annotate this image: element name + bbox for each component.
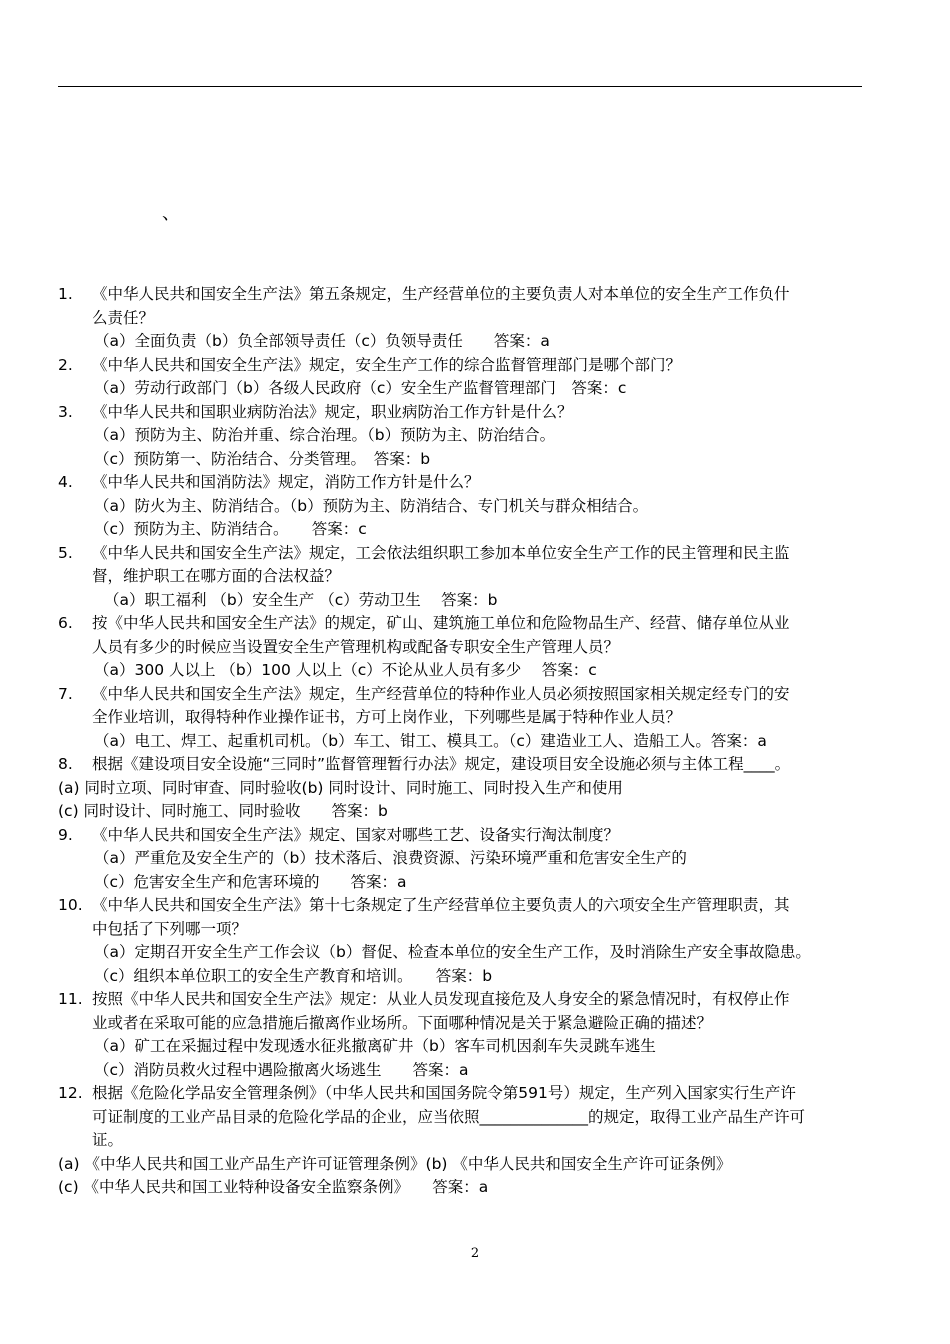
question-line: 按照《中华人民共和国安全生产法》规定：从业人员发现直接危及人身安全的紧急情况时，有权停止作 <box>92 990 790 1008</box>
question-5 <box>58 542 868 613</box>
question-number: 1. <box>58 285 73 303</box>
question-text <box>58 683 868 730</box>
answer-options: （a）电工、焊工、起重机司机。（b）车工、钳工、模具工。（c）建造业工人、造船工人。答案：a <box>94 731 767 750</box>
question-2 <box>58 354 868 401</box>
question-line: 人员有多少的时候应当设置安全生产管理机构或配备专职安全生产管理人员？ <box>92 637 620 656</box>
answer-options: （a）全面负责（b）负全部领导责任（c）负领导责任 答案：a <box>94 332 550 350</box>
question-line: 《中华人民共和国职业病防治法》规定，职业病防治工作方针是什么？ <box>92 402 573 421</box>
answer-options: (a) 同时立项、同时审查、同时验收(b) 同时设计、同时施工、同时投入生产和使用 <box>58 778 623 797</box>
answer-options: （c）预防第一、防治结合、分类管理。 答案：b <box>94 449 431 468</box>
question-text <box>58 471 868 495</box>
header-rule <box>58 86 862 87</box>
question-text <box>58 824 868 848</box>
answer-options: (c) 《中华人民共和国工业特种设备安全监察条例》 答案：a <box>58 1178 489 1196</box>
question-number: 10. <box>58 896 83 914</box>
question-line: 督，维护职工在哪方面的合法权益？ <box>92 567 341 585</box>
question-11 <box>58 988 868 1082</box>
question-line: 根据《危险化学品安全管理条例》（中华人民共和国国务院令第591号）规定，生产列入国家实行生产许 <box>92 1084 796 1102</box>
question-number: 9. <box>58 825 73 844</box>
question-4 <box>58 471 868 542</box>
question-line: 可证制度的工业产品目录的危险化学品的企业，应当依照______________的规定，取得工业产品生产许可 <box>92 1107 806 1126</box>
answer-options: （a）预防为主、防治并重、综合治理。（b）预防为主、防治结合。 <box>94 426 556 444</box>
question-line: 全作业培训，取得特种作业操作证书，方可上岗作业，下列哪些是属于特种作业人员？ <box>92 708 682 726</box>
question-list <box>58 283 868 1200</box>
question-12 <box>58 1082 868 1200</box>
question-line: 中包括了下列哪一项？ <box>92 919 248 938</box>
question-text <box>58 283 868 330</box>
question-text <box>58 542 868 589</box>
answer-options: （a）300 人以上 （b）100 人以上（c）不论从业人员有多少 答案：c <box>94 661 597 679</box>
question-3 <box>58 401 868 472</box>
question-10 <box>58 894 868 988</box>
question-line: 《中华人民共和国消防法》规定，消防工作方针是什么？ <box>92 473 480 491</box>
question-text <box>58 612 868 659</box>
question-number: 3. <box>58 402 73 421</box>
question-text <box>58 753 868 777</box>
page-number: 2 <box>470 1246 480 1261</box>
question-9 <box>58 824 868 895</box>
question-text <box>58 988 868 1035</box>
answer-options: （a）劳动行政部门（b）各级人民政府（c）安全生产监督管理部门 答案：c <box>94 379 627 397</box>
answer-options: （a）定期召开安全生产工作会议（b）督促、检查本单位的安全生产工作，及时消除生产安全事故隐患。 <box>94 943 811 961</box>
question-6 <box>58 612 868 683</box>
question-number: 6. <box>58 614 73 632</box>
question-line: 按《中华人民共和国安全生产法》的规定，矿山、建筑施工单位和危险物品生产、经营、储存单位从业 <box>92 614 790 632</box>
answer-options: （a）严重危及安全生产的（b）技术落后、浪费资源、污染环境严重和危害安全生产的 <box>94 849 687 867</box>
answer-options: （c）危害安全生产和危害环境的 答案：a <box>94 872 407 891</box>
question-line: 业或者在采取可能的应急措施后撤离作业场所。下面哪种情况是关于紧急避险正确的描述？ <box>92 1013 713 1032</box>
answer-options: （c）组织本单位职工的安全生产教育和培训。 答案：b <box>94 966 493 985</box>
question-number: 7. <box>58 684 73 703</box>
question-line: 《中华人民共和国安全生产法》第十七条规定了生产经营单位主要负责人的六项安全生产管理职责，其 <box>92 896 790 914</box>
question-number: 2. <box>58 355 73 374</box>
answer-options: （a）职工福利 （b）安全生产 （c）劳动卫生 答案：b <box>104 590 498 609</box>
question-text <box>58 401 868 425</box>
answer-options: （c）消防员救火过程中遇险撤离火场逃生 答案：a <box>94 1060 469 1079</box>
question-line: 《中华人民共和国安全生产法》规定、国家对哪些工艺、设备实行淘汰制度？ <box>92 825 620 844</box>
question-text <box>58 1082 868 1153</box>
answer-options: （a）防火为主、防消结合。（b）预防为主、防消结合、专门机关与群众相结合。 <box>94 496 649 515</box>
question-line: 《中华人民共和国安全生产法》第五条规定，生产经营单位的主要负责人对本单位的安全生产工作负什 <box>92 285 790 303</box>
answer-options: （a）矿工在采掘过程中发现透水征兆撤离矿井（b）客车司机因刹车失灵跳车逃生 <box>94 1037 656 1055</box>
question-1 <box>58 283 868 354</box>
question-number: 12. <box>58 1084 83 1102</box>
question-number: 11. <box>58 990 83 1008</box>
answer-options: （c）预防为主、防消结合。 答案：c <box>94 520 367 538</box>
question-line: 根据《建设项目安全设施“三同时”监督管理暂行办法》规定，建设项目安全设施必须与主体工程____。 <box>92 755 791 773</box>
answer-options: (a) 《中华人民共和国工业产品生产许可证管理条例》(b) 《中华人民共和国安全生产许可证条例》 <box>58 1154 732 1173</box>
header-mark: 、 <box>162 203 180 224</box>
question-line: 《中华人民共和国安全生产法》规定，安全生产工作的综合监督管理部门是哪个部门？ <box>92 355 682 374</box>
question-line: 《中华人民共和国安全生产法》规定，工会依法组织职工参加本单位安全生产工作的民主管理和民主监 <box>92 543 790 562</box>
question-8 <box>58 753 868 824</box>
question-number: 8. <box>58 755 73 773</box>
question-line: 证。 <box>92 1131 124 1149</box>
question-number: 5. <box>58 543 73 562</box>
question-text <box>58 894 868 941</box>
question-7 <box>58 683 868 754</box>
question-text <box>58 354 868 378</box>
question-line: 《中华人民共和国安全生产法》规定，生产经营单位的特种作业人员必须按照国家相关规定经专门的安 <box>92 684 790 703</box>
answer-options: (c) 同时设计、同时施工、同时验收 答案：b <box>58 802 388 820</box>
question-number: 4. <box>58 473 73 491</box>
question-line: 么责任？ <box>92 308 155 327</box>
